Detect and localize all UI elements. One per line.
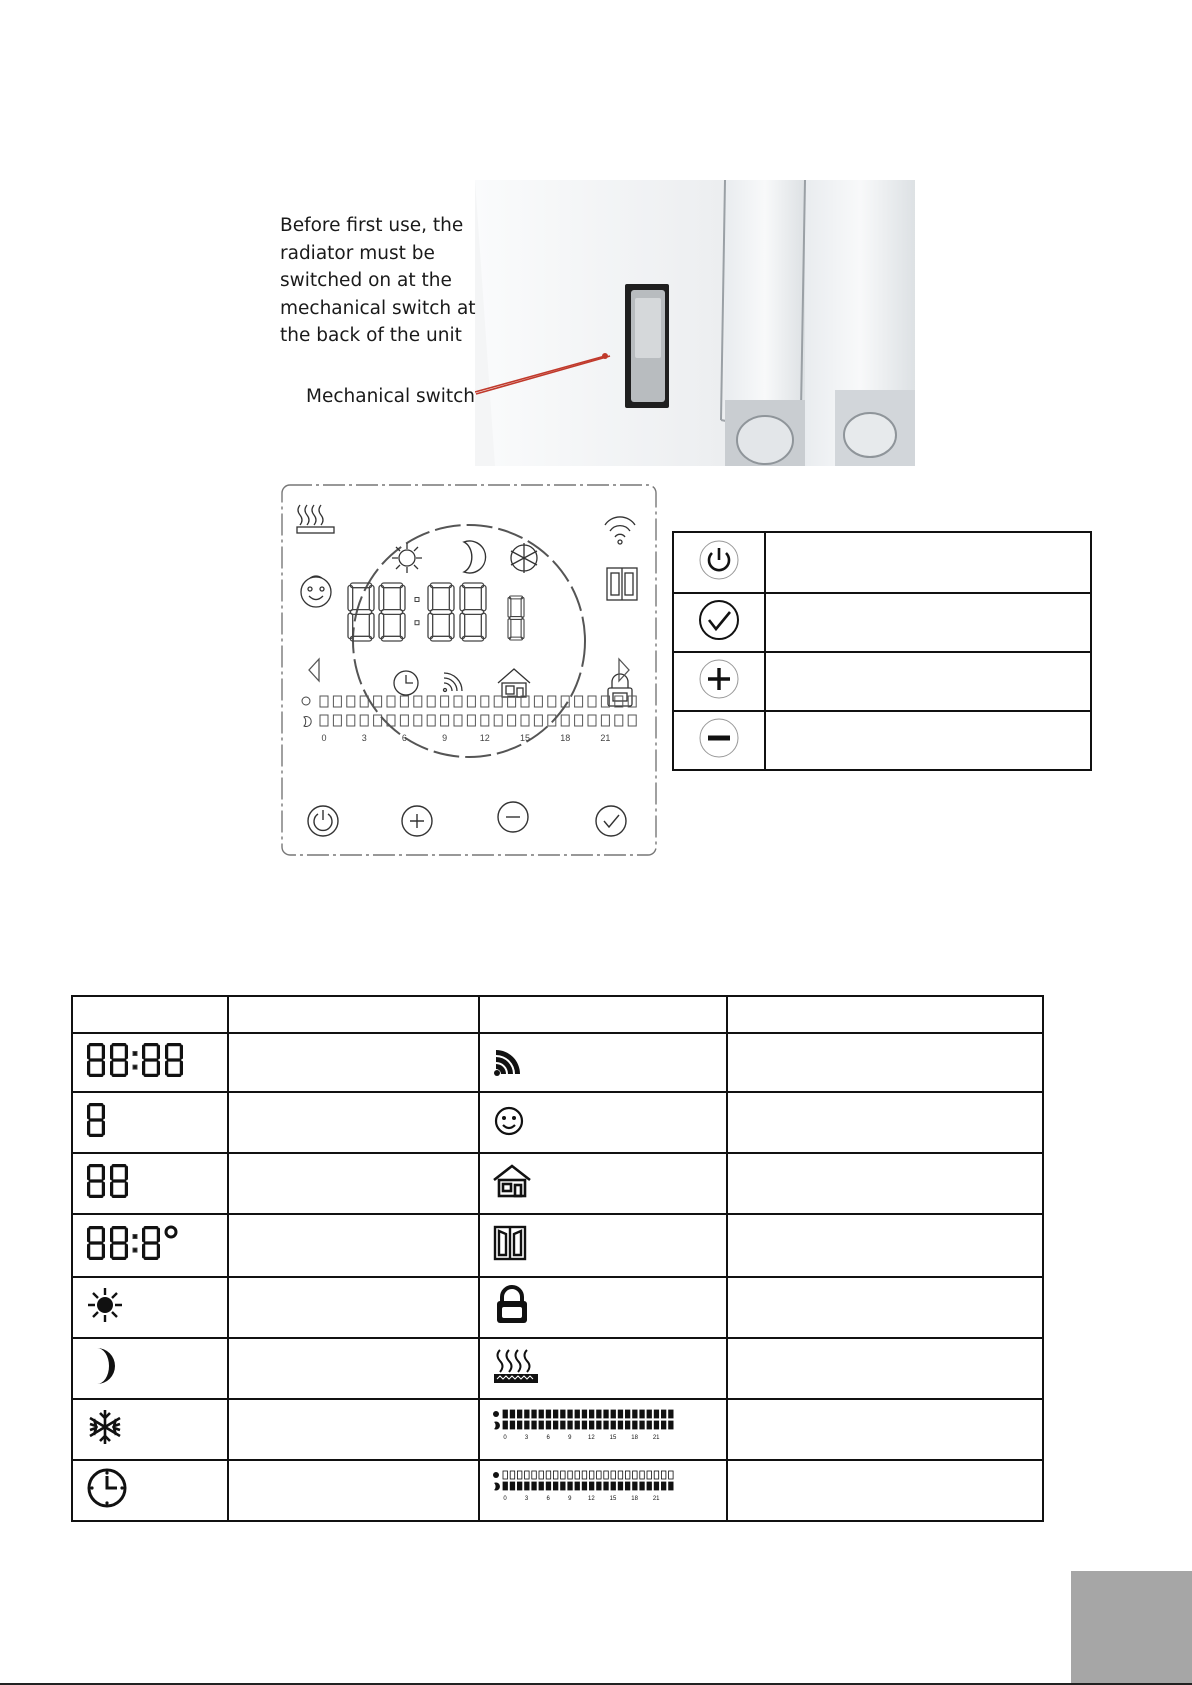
timeline-slot: [654, 1421, 659, 1429]
symbol-description: [727, 1399, 1043, 1460]
timeline-tick: 18: [631, 1435, 639, 1441]
timeline-slot: [575, 1471, 580, 1479]
timeline-slot: [510, 1421, 515, 1429]
timeline-slot: [640, 1410, 645, 1418]
minus-icon: [697, 716, 741, 760]
timeline-slot: [568, 1482, 573, 1490]
timeline-slot: [561, 1410, 566, 1418]
timeline-slot: [546, 1410, 551, 1418]
timeline-slot: [633, 1482, 638, 1490]
timeline-tick: 6: [546, 1496, 550, 1502]
timeline-tick: 15: [519, 733, 531, 743]
timeline-slot: [654, 1471, 659, 1479]
segment-digit: [87, 1226, 105, 1260]
timeline-slot: [546, 1482, 551, 1490]
timeline-tick: 0: [321, 733, 327, 743]
header-cell: [727, 996, 1043, 1033]
mechanical-switch-label: Mechanical switch: [306, 386, 476, 407]
timeline-tick: 21: [652, 1496, 660, 1502]
caption-line: Before first use, the: [280, 215, 464, 236]
symbol-description: [228, 1460, 479, 1521]
timeline-slot: [582, 1471, 587, 1479]
timeline-slot: [597, 1410, 602, 1418]
timeline-slot: [611, 1421, 616, 1429]
timeline-slot: [568, 1410, 573, 1418]
timeline-slot: [625, 1471, 630, 1479]
timeline-slot: [532, 1410, 537, 1418]
table-row: [72, 1033, 1043, 1092]
timeline-slot: [503, 1482, 508, 1490]
open-window-icon: [607, 568, 637, 600]
timeline-tick: 12: [479, 733, 490, 743]
symbol-description: [727, 1153, 1043, 1214]
plus-description: [765, 652, 1092, 711]
timeline-tick: 3: [524, 1496, 529, 1502]
timeline-slot: [633, 1410, 638, 1418]
table-header-row: [72, 996, 1043, 1033]
timeline-slot: [647, 1471, 652, 1479]
pointer-line: [468, 350, 628, 400]
timeline-tick: 6: [401, 733, 407, 743]
timeline-slot: [561, 1421, 566, 1429]
table-row: [72, 1399, 1043, 1460]
symbol-description: [228, 1214, 479, 1277]
timeline-tick: 18: [631, 1496, 639, 1502]
thermostat-panel: [280, 483, 658, 857]
timeline-slot: [510, 1482, 515, 1490]
timeline-slot: [539, 1410, 544, 1418]
heating-icon: [492, 1346, 540, 1386]
timeline-tick: 15: [609, 1496, 617, 1502]
timeline-slot: [582, 1410, 587, 1418]
timeline-slot: [575, 1482, 580, 1490]
caption-line: radiator must be: [280, 242, 435, 264]
timeline-slot: [640, 1471, 645, 1479]
timeline-slot: [611, 1410, 616, 1418]
timeline-slot: [647, 1482, 652, 1490]
table-row: [72, 1153, 1043, 1214]
timeline-slot: [618, 1410, 623, 1418]
segment-digit: [110, 1043, 128, 1077]
timeline-tick: 18: [560, 733, 571, 743]
timeline-tick: 3: [524, 1435, 529, 1441]
caption-line: switched on at the: [280, 270, 452, 291]
timeline-slot: [525, 1471, 530, 1479]
symbol-description: [727, 1460, 1043, 1521]
timeline-slot: [669, 1421, 674, 1429]
colon-dot: [133, 1065, 137, 1069]
plus-icon: [697, 657, 741, 701]
symbol-description: [228, 1277, 479, 1338]
caption-line: the back of the unit: [280, 325, 462, 346]
timeline-slot: [539, 1421, 544, 1429]
timeline-night-icon: [492, 1468, 692, 1508]
timeline-slot: [661, 1471, 666, 1479]
timeline-slot: [669, 1482, 674, 1490]
power-icon: [697, 538, 741, 582]
timeline-slot: [582, 1421, 587, 1429]
timeline-slot: [532, 1471, 537, 1479]
timeline-slot: [625, 1421, 630, 1429]
table-row: [72, 1460, 1043, 1521]
symbol-description: [228, 1092, 479, 1153]
button-legend-table: [672, 531, 1092, 771]
table-row: [72, 1277, 1043, 1338]
symbol-description: [228, 1338, 479, 1399]
timeline-moon: [494, 1483, 500, 1491]
timeline-slot: [654, 1482, 659, 1490]
symbol-description: [727, 1033, 1043, 1092]
timeline-slot: [633, 1471, 638, 1479]
moon-icon: [85, 1344, 125, 1388]
timeline-slot: [539, 1482, 544, 1490]
timeline-slot: [525, 1482, 530, 1490]
power-description: [765, 532, 1092, 593]
timeline-slot: [503, 1421, 508, 1429]
page-tab: [1071, 1571, 1192, 1685]
segment-digit: [142, 1226, 160, 1260]
timeline-slot: [517, 1471, 522, 1479]
segment-digit: [87, 1164, 105, 1198]
timeline-slot: [654, 1410, 659, 1418]
timeline-slot: [633, 1421, 638, 1429]
header-cell: [72, 996, 228, 1033]
instruction-caption: [280, 212, 500, 350]
symbols-table: [71, 995, 1044, 1522]
timeline-slot: [661, 1482, 666, 1490]
timeline-tick: 12: [588, 1496, 595, 1502]
timeline-slot: [640, 1482, 645, 1490]
timeline-slot: [611, 1482, 616, 1490]
timeline-slot: [553, 1471, 558, 1479]
timeline-slot: [597, 1482, 602, 1490]
timeline-sun: [493, 1411, 499, 1417]
segment-digit: [165, 1043, 183, 1077]
timeline-slot: [582, 1482, 587, 1490]
timeline-slot: [575, 1410, 580, 1418]
timeline-slot: [618, 1471, 623, 1479]
timeline-slot: [589, 1421, 594, 1429]
clock-icon: [85, 1466, 129, 1510]
time-digits-icon: [85, 1040, 185, 1080]
symbol-description: [228, 1033, 479, 1092]
timeline-slot: [597, 1421, 602, 1429]
sun-icon: [85, 1285, 125, 1325]
timeline-slot: [553, 1482, 558, 1490]
timeline-slot: [604, 1471, 609, 1479]
segment-digit: [87, 1103, 105, 1137]
timeline-slot: [568, 1421, 573, 1429]
header-cell: [228, 996, 479, 1033]
segment-digit: [87, 1043, 105, 1077]
timeline-slot: [625, 1482, 630, 1490]
timeline-tick: 0: [503, 1496, 507, 1502]
timeline-sun: [493, 1472, 499, 1478]
timeline-slot: [604, 1482, 609, 1490]
timeline-slot: [525, 1410, 530, 1418]
timeline-slot: [589, 1471, 594, 1479]
timeline-slot: [589, 1482, 594, 1490]
timeline-slot: [503, 1471, 508, 1479]
timeline-slot: [661, 1421, 666, 1429]
timeline-slot: [561, 1471, 566, 1479]
timeline-tick: 9: [568, 1435, 572, 1441]
open-window-icon: [492, 1225, 528, 1261]
timeline-slot: [618, 1482, 623, 1490]
timeline-slot: [546, 1421, 551, 1429]
timeline-tick: 21: [600, 733, 611, 743]
check-icon: [697, 598, 741, 642]
timeline-moon: [494, 1422, 500, 1430]
timeline-slot: [532, 1482, 537, 1490]
wifi-signal-icon: [492, 1042, 528, 1078]
timeline-slot: [568, 1471, 573, 1479]
timeline-slot: [597, 1471, 602, 1479]
snowflake-icon: [85, 1407, 125, 1447]
timeline-slot: [517, 1482, 522, 1490]
timeline-tick: 12: [588, 1435, 595, 1441]
timeline-day-icon: [492, 1407, 692, 1447]
timeline-slot: [625, 1410, 630, 1418]
timeline-slot: [532, 1421, 537, 1429]
symbol-description: [727, 1214, 1043, 1277]
table-row: [72, 1092, 1043, 1153]
minus-description: [765, 711, 1092, 770]
timeline-slot: [618, 1421, 623, 1429]
two-digit-icon: [85, 1161, 185, 1201]
timeline-tick: 3: [361, 733, 367, 743]
segment-digit: [110, 1164, 128, 1198]
timeline-tick: 0: [503, 1435, 507, 1441]
timeline-tick: 6: [546, 1435, 550, 1441]
timeline-slot: [604, 1410, 609, 1418]
timeline-slot: [561, 1482, 566, 1490]
symbol-description: [727, 1277, 1043, 1338]
colon-dot: [133, 1052, 137, 1056]
timeline-slot: [553, 1421, 558, 1429]
colon-dot: [133, 1235, 137, 1239]
table-row: [72, 1214, 1043, 1277]
timeline-slot: [640, 1421, 645, 1429]
timeline-tick: 15: [609, 1435, 617, 1441]
symbol-description: [228, 1153, 479, 1214]
caption-line: mechanical switch at: [280, 297, 476, 319]
child-face-icon: [492, 1102, 528, 1138]
timeline-slot: [669, 1471, 674, 1479]
symbol-description: [727, 1338, 1043, 1399]
lock-icon: [492, 1285, 532, 1325]
timeline-slot: [647, 1410, 652, 1418]
timeline-slot: [589, 1410, 594, 1418]
timeline-slot: [661, 1410, 666, 1418]
timeline-slot: [517, 1410, 522, 1418]
timeline-slot: [510, 1471, 515, 1479]
timeline-slot: [611, 1471, 616, 1479]
timeline-slot: [510, 1410, 515, 1418]
timeline-tick: 9: [442, 733, 448, 743]
timeline-slot: [647, 1421, 652, 1429]
house-icon: [492, 1163, 532, 1199]
segment-digit: [142, 1043, 160, 1077]
temperature-digits-icon: [85, 1223, 185, 1263]
timeline-slot: [669, 1410, 674, 1418]
timeline-slot: [539, 1471, 544, 1479]
timeline-slot: [503, 1410, 508, 1418]
radiator-photo: [475, 180, 915, 466]
check-description: [765, 593, 1092, 652]
header-cell: [479, 996, 727, 1033]
timeline-slot: [553, 1410, 558, 1418]
table-row: [72, 1338, 1043, 1399]
timeline-slot: [575, 1421, 580, 1429]
timeline-slot: [604, 1421, 609, 1429]
segment-digit: [110, 1226, 128, 1260]
symbol-description: [727, 1092, 1043, 1153]
single-digit-icon: [85, 1100, 185, 1140]
degree-mark: [166, 1227, 176, 1237]
timeline-slot: [546, 1471, 551, 1479]
colon-dot: [133, 1248, 137, 1252]
timeline-tick: 9: [568, 1496, 572, 1502]
timeline-slot: [517, 1421, 522, 1429]
timeline-tick: 21: [652, 1435, 660, 1441]
timeline-slot: [525, 1421, 530, 1429]
symbol-description: [228, 1399, 479, 1460]
